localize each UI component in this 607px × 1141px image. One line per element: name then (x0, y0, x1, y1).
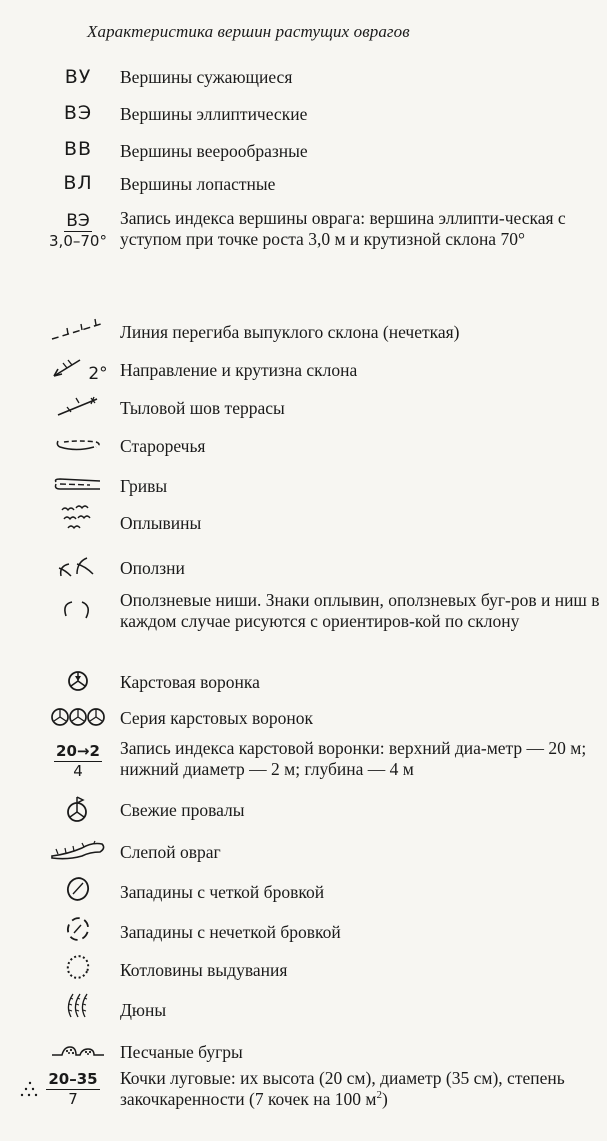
legend-text-depressions-sharp: Западины с четкой бровкой (120, 882, 325, 902)
legend-text-index-ravine: Запись индекса вершины оврага: вершина эллипти-ческая с уступом при точке роста 3,0 м и крутизной склона 70° (120, 208, 566, 249)
legend-text-vu: Вершины сужающиеся (120, 67, 293, 87)
slope-arrow-icon (40, 352, 116, 386)
ravine-index-numerator: ВЭ (66, 210, 90, 231)
ravine-index-denominator: 3,0–70° (49, 231, 107, 250)
legend-text-ve: Вершины эллиптические (120, 104, 308, 124)
deflation-basin-icon (40, 950, 116, 984)
symbol-index-karst (40, 741, 116, 780)
symbol-index-ravine (40, 210, 116, 250)
creeps-icon (40, 500, 116, 534)
ravine-index-fraction (49, 210, 107, 250)
hummocks-text-superscript: 2 (376, 1089, 383, 1102)
symbol-ve: ВЭ (63, 102, 93, 124)
hummocks-index-numerator: 20–35 (48, 1069, 98, 1088)
karst-funnel-icon (40, 664, 116, 698)
depression-vague-icon (40, 912, 116, 946)
legend-text-blind-ravine: Слепой овраг (120, 842, 221, 862)
hummocks-index-denominator: 7 (68, 1089, 78, 1108)
legend-text-ridges: Гривы (120, 476, 168, 496)
bend-line-icon (40, 314, 116, 348)
karst-series-icon (40, 700, 116, 734)
legend-text-landslides: Оползни (120, 558, 185, 578)
sand-hills-icon (40, 1034, 116, 1068)
legend-text-creeps: Оплывины (120, 513, 202, 533)
legend-text-index-karst: Запись индекса карстовой воронки: верхний диа-метр — 20 м; нижний диаметр — 2 м; глубина — 4 м (120, 738, 587, 779)
karst-index-numerator: 20→2 (56, 741, 100, 760)
legend-text-deflation-basins: Котловины выдувания (120, 960, 288, 980)
karst-index-denominator: 4 (73, 761, 83, 780)
symbol-vu: ВУ (64, 66, 92, 88)
hummocks-index-fraction (46, 1071, 99, 1108)
fresh-sinkholes-icon (40, 792, 116, 826)
legend-text-slope-direction: Направление и крутизна склона (120, 360, 358, 380)
blind-ravine-icon (40, 834, 116, 868)
hummocks-text-end: ) (382, 1089, 388, 1109)
hummock-dots-icon (18, 1079, 42, 1099)
dunes-icon (40, 988, 116, 1022)
legend-text-sand-hills: Песчаные бугры (120, 1042, 243, 1062)
legend-text-vl: Вершины лопастные (120, 174, 276, 194)
landslide-niches-icon (40, 592, 116, 626)
terrace-seam-icon (40, 390, 116, 424)
legend-text-vv: Вершины веерообразные (120, 141, 308, 161)
symbol-hummocks (2, 1069, 116, 1108)
depression-sharp-icon (40, 872, 116, 906)
legend-text-bend-line: Линия перегиба выпуклого склона (нечеткая) (120, 322, 460, 342)
slope-angle-label: 2° (88, 364, 108, 384)
legend-text-karst-funnel: Карстовая воронка (120, 672, 260, 692)
symbol-vl: ВЛ (63, 172, 93, 194)
legend-text-dunes: Дюны (120, 1000, 167, 1020)
legend-text-depressions-vague: Западины с нечеткой бровкой (120, 922, 341, 942)
legend-text-oxbow: Староречья (120, 436, 206, 456)
oxbow-icon (40, 428, 116, 462)
legend-text-fresh-sinkholes: Свежие провалы (120, 800, 245, 820)
ridges-icon (40, 468, 116, 502)
legend-text-landslide-niches: Оползневые ниши. Знаки оплывин, оползневых буг-ров и ниш в каждом случае рисуются с ориентиров-кой по склону (120, 590, 600, 631)
legend-heading: Характеристика вершин растущих оврагов (87, 22, 410, 41)
legend-text-hummocks (120, 1068, 601, 1110)
karst-index-fraction (54, 743, 102, 780)
legend-text-karst-series: Серия карстовых воронок (120, 708, 314, 728)
hummocks-text-main: Кочки луговые: их высота (20 см), диаметр (35 см), степень закочкаренности (7 кочек на 100 м (120, 1068, 565, 1109)
legend-text-terrace-seam: Тыловой шов террасы (120, 398, 285, 418)
symbol-vv: ВВ (63, 138, 93, 160)
landslides-icon (40, 550, 116, 584)
